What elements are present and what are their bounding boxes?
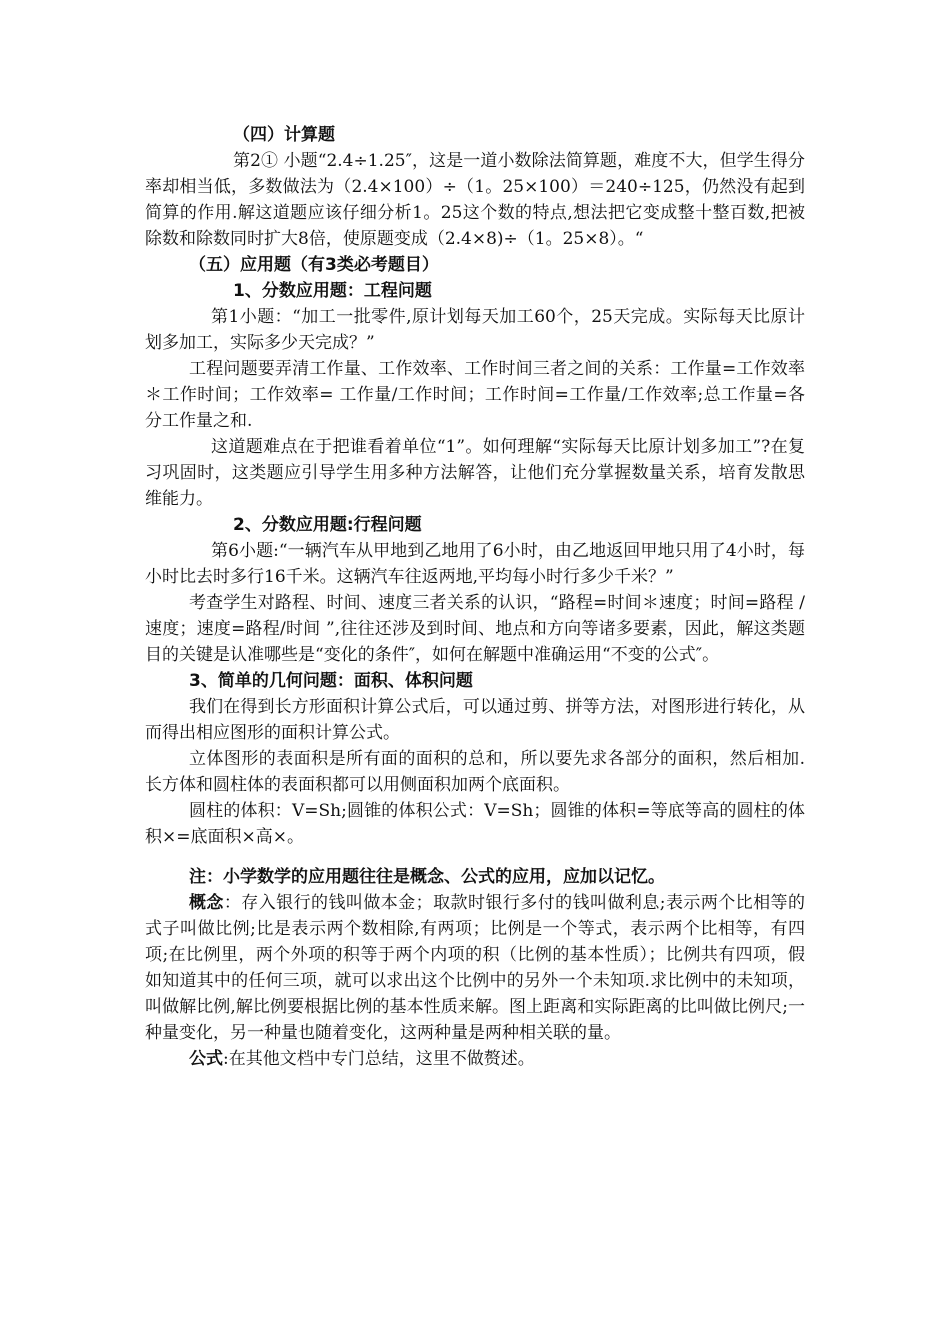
subsection-1-question: 第1小题：“加工一批零件,原计划每天加工60个，25天完成。实际每天比原计划多加工，实际多少天完成？” xyxy=(145,307,805,353)
subsection-2-heading: 2、分数应用题:行程问题 xyxy=(233,515,422,535)
subsection-1-paragraph-2: 这道题难点在于把谁看着单位“1”。如何理解“实际每天比原计划多加工”?在复习巩固时，这类题应引导学生用多种方法解答，让他们充分掌握数量关系，培育发散思维能力。 xyxy=(145,437,805,509)
subsection-3-paragraph-2: 立体图形的表面积是所有面的面积的总和，所以要先求各部分的面积，然后相加.长方体和圆柱体的表面积都可以用侧面积加两个底面积。 xyxy=(145,749,805,795)
subsection-1-paragraph-1: 工程问题要弄清工作量、工作效率、工作时间三者之间的关系：工作量=工作效率＊工作时间；工作效率= 工作量/工作时间；工作时间=工作量/工作效率;总工作量=各分工作量之和. xyxy=(145,359,805,431)
subsection-3-paragraph-1: 我们在得到长方形面积计算公式后，可以通过剪、拼等方法，对图形进行转化，从而得出相应图形的面积计算公式。 xyxy=(145,697,805,743)
formula-label: 公式 xyxy=(189,1049,223,1069)
formula-paragraph xyxy=(145,1046,805,1072)
concept-paragraph xyxy=(145,890,805,1046)
subsection-3-paragraph-3: 圆柱的体积：V=Sh;圆锥的体积公式：V=Sh；圆锥的体积=等底等高的圆柱的体积×=底面积×高×。 xyxy=(145,801,805,847)
section-4-heading: （四）计算题 xyxy=(233,125,335,145)
subsection-2-paragraph-1: 考查学生对路程、时间、速度三者关系的认识，“路程=时间＊速度；时间=路程 /速度；速度=路程/时间 ”,往往还涉及到时间、地点和方向等诸多要素，因此，解这类题目的关键是认准哪些是“变化的条件″，如何在解题中准确运用“不变的公式″。 xyxy=(145,593,805,665)
subsection-2-question: 第6小题:“一辆汽车从甲地到乙地用了6小时，由乙地返回甲地只用了4小时，每小时比去时多行16千米。这辆汽车往返两地,平均每小时行多少千米？” xyxy=(145,541,805,587)
document-body xyxy=(145,122,805,1072)
note-line: 注：小学数学的应用题往往是概念、公式的应用，应加以记忆。 xyxy=(189,867,665,887)
section-5-heading: （五）应用题（有3类必考题目） xyxy=(189,255,439,275)
concept-text: ：存入银行的钱叫做本金；取款时银行多付的钱叫做利息;表示两个比相等的式子叫做比例;比是表示两个数相除,有两项；比例是一个等式，表示两个比相等，有四项;在比例里，两个外项的积等于两个内项的积（比例的基本性质）；比例共有四项，假如知道其中的任何三项，就可以求出这个比例中的另外一个未知项.求比例中的未知项，叫做解比例,解比例要根据比例的基本性质来解。图上距离和实际距离的比叫做比例尺;一种量变化，另一种量也随着变化，这两种量是两种相关联的量。 xyxy=(145,893,805,1043)
concept-label: 概念 xyxy=(189,893,224,913)
section-4-paragraph: 第2① 小题“2.4÷1.25″，这是一道小数除法简算题，难度不大，但学生得分率却相当低，多数做法为（2.4×100）÷（1。25×100）＝240÷125，仍然没有起到简算的作用.解这道题应该仔细分析1。25这个数的特点,想法把它变成整十整百数,把被除数和除数同时扩大8倍，使原题变成（2.4×8)÷（1。25×8）。“ xyxy=(145,151,805,249)
subsection-1-heading: 1、分数应用题：工程问题 xyxy=(233,281,432,301)
spacer xyxy=(145,850,805,864)
subsection-3-heading: 3、简单的几何问题：面积、体积问题 xyxy=(189,671,473,691)
formula-text: :在其他文档中专门总结，这里不做赘述。 xyxy=(223,1049,535,1069)
